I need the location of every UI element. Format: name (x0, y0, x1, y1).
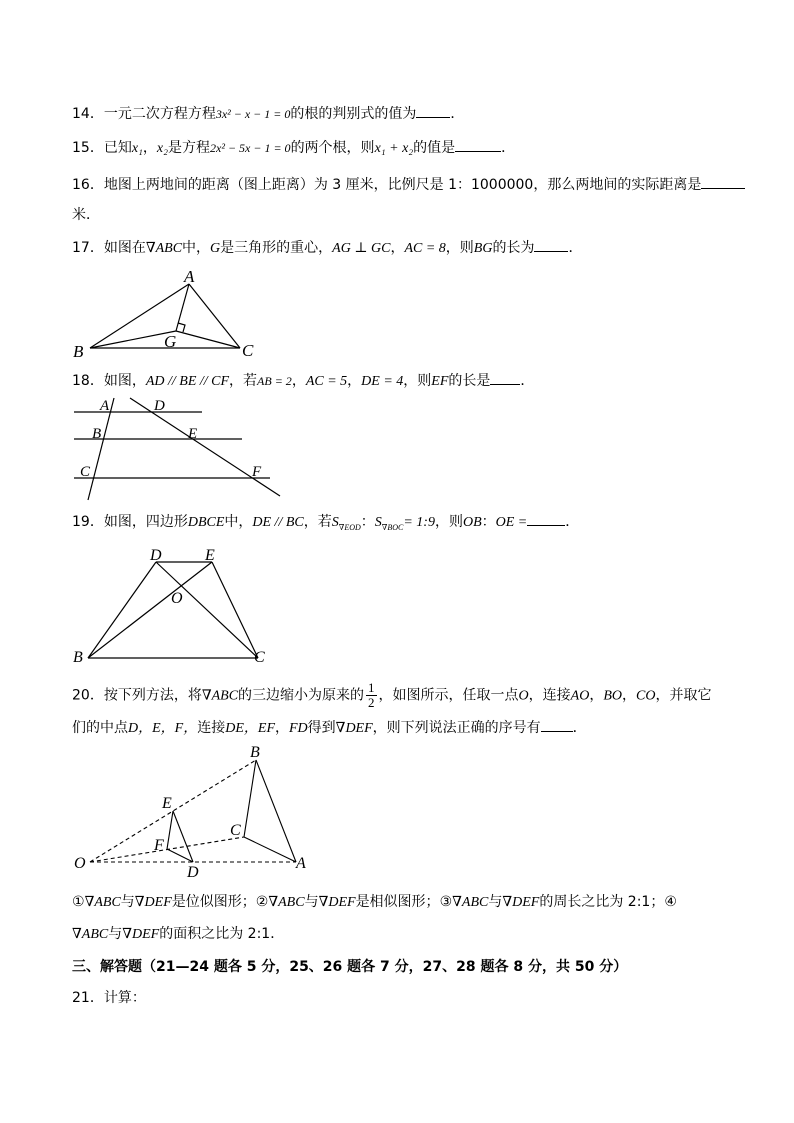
q20-text-3: ，如图所示，任取一点 (378, 687, 519, 704)
label-a: A (296, 855, 306, 872)
label-b: B (73, 649, 83, 666)
question-20 (72, 681, 711, 710)
q20-text-8: 得到 (307, 720, 336, 736)
label-c: C (254, 649, 265, 666)
q18-text: 18．如图， (72, 373, 146, 389)
ab-expr: AB = 2 (257, 374, 292, 388)
perp-expr: AG ⊥ GC (332, 241, 391, 256)
x1-symbol: x₁ (131, 141, 143, 156)
q20-text-5: ，并取它 (655, 687, 712, 704)
de-symbol: DE， (225, 721, 258, 736)
parallel-expr: AD // BE // CF (145, 374, 230, 389)
option-4-text: 的面积之比为 2:1． (159, 926, 285, 942)
figure-q19 (70, 544, 270, 664)
q20-text-9: ，则下列说法正确的序号有 (372, 720, 541, 736)
ratio-expr: = 1:9 (403, 515, 435, 530)
q17-text-4: ，则 (445, 240, 474, 256)
comma: ， (291, 373, 306, 389)
q15-text-3: 的两个根，则 (290, 140, 375, 156)
parallel-expr: DE // BC (252, 515, 304, 530)
colon: ： (360, 514, 375, 530)
label-f: F (252, 464, 262, 480)
option-2 (256, 894, 440, 910)
q17-text-2: 中， (182, 240, 211, 256)
q20-text-2: 的三边缩小为原来的 (238, 687, 365, 704)
triangle-def: ∇DEF (134, 895, 172, 910)
triangle-abc: ∇ABC (84, 895, 121, 910)
q19-text-4: ，则 (434, 514, 463, 530)
answer-blank[interactable] (455, 138, 501, 152)
comma: ， (142, 140, 157, 156)
triangle-def: ∇DEF (335, 721, 373, 736)
option-number: ③ (439, 894, 453, 910)
question-20-line-2 (72, 718, 587, 739)
q15-sum-expr: x₁ + x₂ (374, 141, 414, 156)
question-21: 21．计算： (72, 990, 146, 1006)
label-c: C (242, 341, 254, 360)
area-subscript: ∇EOD (338, 522, 361, 532)
period: ． (568, 240, 583, 256)
fd-symbol: FD (289, 721, 308, 736)
question-16 (72, 175, 745, 195)
def-symbols: D，E，F， (128, 721, 198, 736)
word-and: 与 (120, 894, 135, 910)
period: ． (520, 373, 535, 389)
section-3-heading: 三、解答题（21—24 题各 5 分，25、26 题各 7 分，27、28 题各 8 分，共 50 分） (72, 959, 628, 975)
label-b: B (250, 744, 260, 761)
period: ． (450, 106, 465, 122)
option-text: 的周长之比为 2:1； (539, 894, 665, 910)
area-subscript: ∇BOC (381, 522, 404, 532)
q20-options-line-1 (72, 892, 677, 913)
fraction-denominator: 2 (368, 695, 375, 710)
q19-text-3: ，若 (303, 514, 332, 530)
word-and: 与 (304, 894, 319, 910)
option-text: 是相似图形； (355, 894, 440, 910)
fraction-half (366, 681, 377, 710)
period: ． (501, 140, 516, 156)
q18-text-3: ，则 (403, 373, 432, 389)
figure-q20 (70, 742, 320, 881)
colon: ： (481, 514, 496, 530)
area-symbol: S (374, 515, 382, 530)
ob-symbol: OB (462, 515, 482, 530)
figure-q17 (70, 268, 270, 368)
q17-text-3: 是三角形的重心， (220, 240, 333, 256)
comma: ， (622, 687, 637, 704)
q20-text-7: 连接 (197, 720, 226, 736)
label-a: A (100, 398, 110, 414)
label-d: D (187, 864, 199, 881)
answer-blank[interactable] (701, 175, 745, 189)
label-g: G (164, 332, 177, 351)
label-f: F (154, 837, 164, 854)
option-number: ② (255, 894, 269, 910)
area-symbol: S (331, 515, 339, 530)
triangle-def: ∇DEF (502, 895, 540, 910)
q20-text: 20．按下列方法，将 (72, 687, 202, 704)
word-and: 与 (108, 926, 123, 942)
comma: ， (390, 240, 405, 256)
label-a: A (184, 267, 195, 286)
triangle-abc: ∇ABC (452, 895, 489, 910)
x2-symbol: x₂ (156, 141, 169, 156)
q20-options-line-2 (72, 924, 284, 945)
comma: ， (589, 687, 604, 704)
label-d: D (150, 547, 162, 564)
triangle-abc: ∇ABC (201, 688, 239, 704)
q15-text: 15．已知 (72, 140, 132, 156)
q19-text-2: 中， (224, 514, 253, 530)
q17-text-5: 的长为 (492, 240, 535, 256)
q17-text: 17．如图在 (72, 240, 146, 256)
question-14 (72, 104, 464, 124)
co-symbol: CO (636, 688, 656, 704)
label-o: O (171, 590, 183, 607)
answer-blank[interactable] (527, 512, 565, 526)
q15-text-4: 的值是 (413, 140, 456, 156)
ao-symbol: AO (570, 688, 590, 704)
q19-text: 19．如图，四边形 (72, 514, 188, 530)
o-symbol: O (518, 688, 529, 704)
label-b: B (92, 426, 102, 442)
q18-text-2: ，若 (229, 373, 258, 389)
label-c: C (230, 822, 241, 839)
label-c: C (80, 464, 91, 480)
q15-equation: 2x² − 5x − 1 = 0 (210, 141, 291, 155)
de-expr: DE = 4 (361, 374, 404, 389)
period: ． (565, 514, 580, 530)
answer-blank[interactable] (490, 371, 520, 385)
option-4-number: ④ (664, 894, 677, 910)
q14-text: 14．一元二次方程方程 (72, 106, 216, 122)
q15-text-2: 是方程 (168, 140, 211, 156)
quad-dbce: DBCE (187, 515, 225, 530)
ac-expr: AC = 5 (305, 374, 348, 389)
bo-symbol: BO (603, 688, 623, 704)
word-and: 与 (488, 894, 503, 910)
q20-text-4: ，连接 (528, 687, 571, 704)
question-18 (72, 371, 534, 392)
label-o: O (74, 855, 86, 872)
period: ． (572, 720, 587, 736)
ac-expr: AC = 8 (404, 241, 446, 256)
answer-blank[interactable] (534, 238, 568, 252)
question-16-line-2 (72, 205, 100, 225)
question-19 (72, 512, 579, 538)
label-e: E (188, 426, 198, 442)
g-symbol: G (210, 241, 221, 256)
option-text: 是位似图形； (171, 894, 256, 910)
comma: ， (275, 720, 289, 736)
q14-equation: 3x² − x − 1 = 0 (215, 107, 291, 121)
triangle-abc: ∇ABC (268, 895, 305, 910)
ef-symbol: EF (257, 721, 275, 736)
label-e: E (205, 547, 215, 564)
q20-text-6: 们的中点 (72, 720, 128, 736)
option-number: ① (72, 894, 85, 910)
option-3 (440, 894, 665, 910)
q16-text-2: 米． (72, 207, 100, 223)
option-1 (72, 894, 256, 910)
triangle-abc: ∇ABC (72, 927, 109, 942)
triangle-def: ∇DEF (318, 895, 356, 910)
ef-symbol: EF (431, 374, 449, 389)
label-b: B (73, 342, 84, 361)
answer-blank[interactable] (416, 104, 450, 118)
label-e: E (162, 795, 172, 812)
figure-q18 (70, 394, 290, 504)
q18-text-4: 的长是 (448, 373, 491, 389)
fraction-numerator: 1 (368, 680, 375, 695)
q16-text: 16．地图上两地间的距离（图上距离）为 3 厘米，比例尺是 1：1000000，那么两地间的实际距离是 (72, 177, 702, 193)
bg-symbol: BG (473, 241, 493, 256)
q14-text-2: 的根的判别式的值为 (290, 106, 417, 122)
triangle-abc: ∇ABC (145, 241, 183, 256)
question-15 (72, 138, 515, 159)
triangle-def: ∇DEF (122, 927, 160, 942)
comma: ， (347, 373, 362, 389)
answer-blank[interactable] (541, 718, 573, 732)
question-17 (72, 238, 582, 259)
label-d: D (154, 398, 165, 414)
oe-expr: OE = (495, 515, 528, 530)
